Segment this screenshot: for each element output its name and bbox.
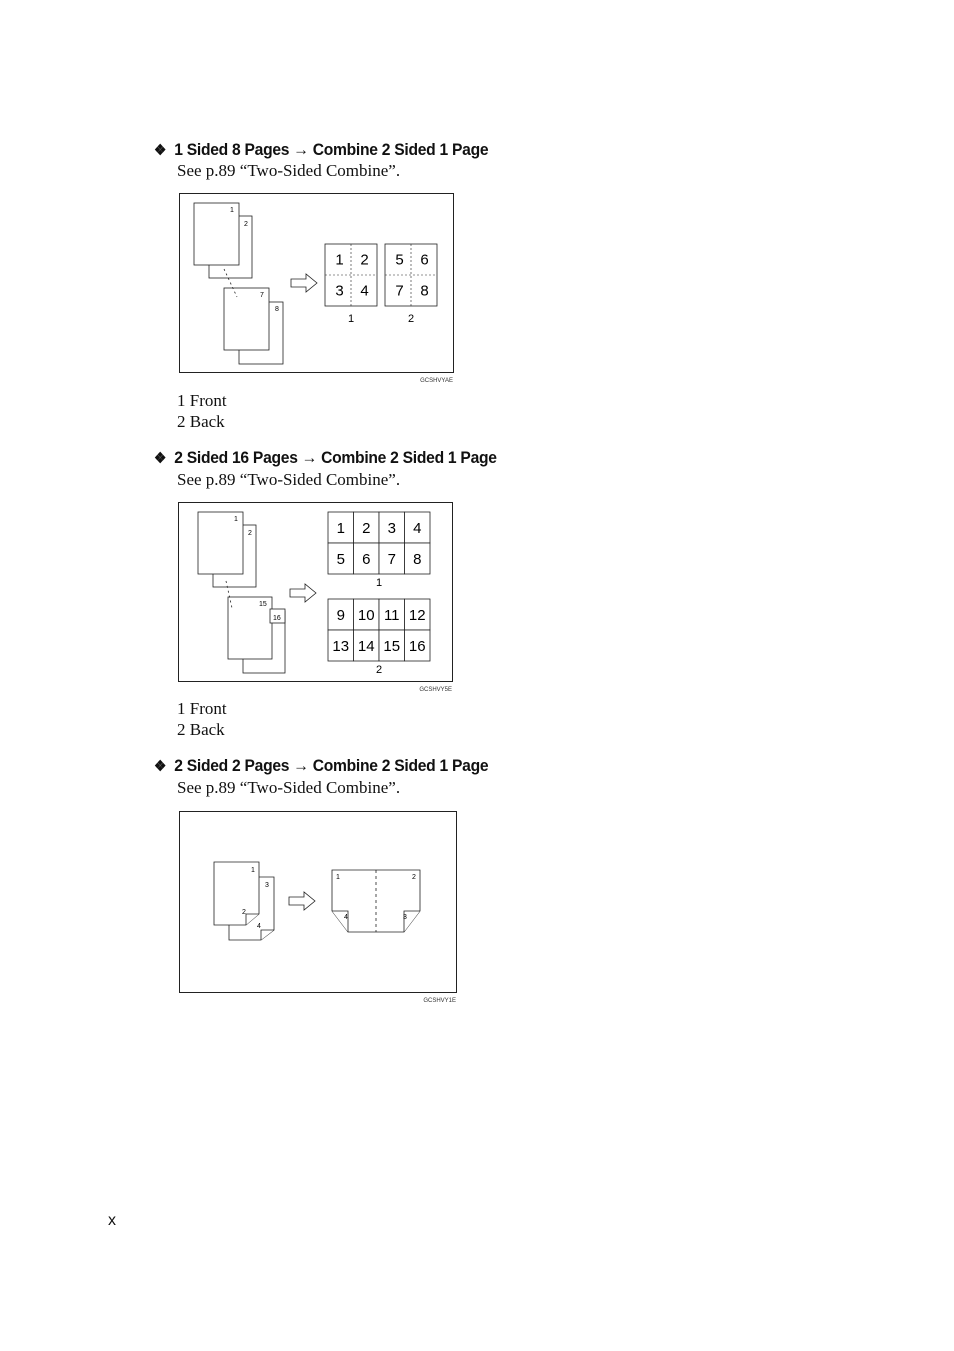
figure-3-code: GCSHVY1E (423, 998, 456, 1004)
legend-item-back: 2 Back (177, 412, 225, 431)
page-cell-number: 12 (408, 607, 426, 625)
page-cell-number: 9 (336, 607, 345, 625)
page-cell-number: 8 (420, 282, 429, 300)
diamond-bullet-icon: ❖ (154, 758, 167, 775)
page-cell-number: 4 (413, 520, 422, 538)
page-cell-number: 3 (387, 520, 396, 538)
diamond-bullet-icon: ❖ (154, 142, 167, 159)
page-cell-number: 2 (360, 251, 369, 269)
figure-3 (179, 811, 457, 1004)
page-cell-number: 8 (413, 551, 422, 569)
section-2-heading (154, 448, 497, 468)
section-1-reference: See p.89 “Two-Sided Combine”. (177, 161, 401, 180)
page-cell-number: 13 (332, 638, 350, 656)
section-3-title: 2 Sided 2 Pages → Combine 2 Sided 1 Page (174, 756, 489, 775)
diamond-bullet-icon: ❖ (154, 450, 167, 467)
orig-label: 8 (275, 306, 279, 313)
section-2-legend (177, 698, 227, 740)
arrow-right-icon (290, 584, 316, 602)
result-label: 1 (336, 874, 340, 881)
legend-item-back: 2 Back (177, 720, 225, 739)
figure-1-diagram (180, 194, 453, 372)
legend-item-front: 1 Front (177, 391, 227, 410)
page-cell-number: 2 (362, 520, 371, 538)
legend-item-front: 1 Front (177, 699, 227, 718)
figure-1 (179, 193, 454, 384)
orig-label: 1 (230, 207, 234, 214)
figure-2-diagram (179, 503, 452, 681)
orig-label: 1 (234, 516, 238, 523)
section-1-heading (154, 140, 488, 160)
page-number: x (108, 1212, 116, 1229)
orig-label: 16 (273, 615, 281, 622)
result-label: 4 (344, 914, 348, 921)
page-cell-number: 5 (336, 551, 345, 569)
orig-label: 4 (257, 923, 261, 930)
page-cell-number: 1 (336, 520, 345, 538)
sheet-label: 1 (375, 577, 383, 589)
figure-2-code: GCSHVY5E (419, 687, 452, 693)
orig-label: 15 (259, 601, 267, 608)
page-cell-number: 7 (387, 551, 396, 569)
section-1-title: 1 Sided 8 Pages → Combine 2 Sided 1 Page (174, 140, 489, 159)
sheet-label: 2 (375, 664, 383, 676)
section-2-title: 2 Sided 16 Pages → Combine 2 Sided 1 Page (174, 448, 497, 467)
page-cell-number: 15 (383, 638, 401, 656)
page-cell-number: 11 (383, 607, 400, 625)
sheet-label: 2 (407, 313, 415, 325)
figure-3-diagram (180, 812, 456, 992)
orig-label: 7 (260, 292, 264, 299)
section-3-reference: See p.89 “Two-Sided Combine”. (177, 778, 401, 797)
page-cell-number: 16 (408, 638, 426, 656)
page-cell-number: 1 (335, 251, 344, 269)
section-3-heading (154, 756, 488, 776)
page-cell-number: 6 (362, 551, 371, 569)
arrow-right-icon (291, 274, 317, 292)
result-label: 3 (403, 914, 407, 921)
page-cell-number: 14 (357, 638, 375, 656)
result-label: 2 (412, 874, 416, 881)
section-2-reference: See p.89 “Two-Sided Combine”. (177, 470, 401, 489)
orig-label: 3 (265, 882, 269, 889)
page-cell-number: 6 (420, 251, 429, 269)
page-cell-number: 3 (335, 282, 344, 300)
orig-label: 2 (244, 221, 248, 228)
figure-1-code: GCSHVYAE (420, 378, 453, 384)
orig-label: 2 (248, 530, 252, 537)
orig-label: 2 (242, 909, 246, 916)
orig-label: 1 (251, 867, 255, 874)
arrow-right-icon (289, 892, 315, 910)
page-cell-number: 4 (360, 282, 369, 300)
figure-2 (178, 502, 453, 693)
page-cell-number: 10 (357, 607, 375, 625)
page-cell-number: 7 (395, 282, 404, 300)
sheet-label: 1 (347, 313, 355, 325)
page-cell-number: 5 (395, 251, 404, 269)
section-1-legend (177, 390, 227, 432)
